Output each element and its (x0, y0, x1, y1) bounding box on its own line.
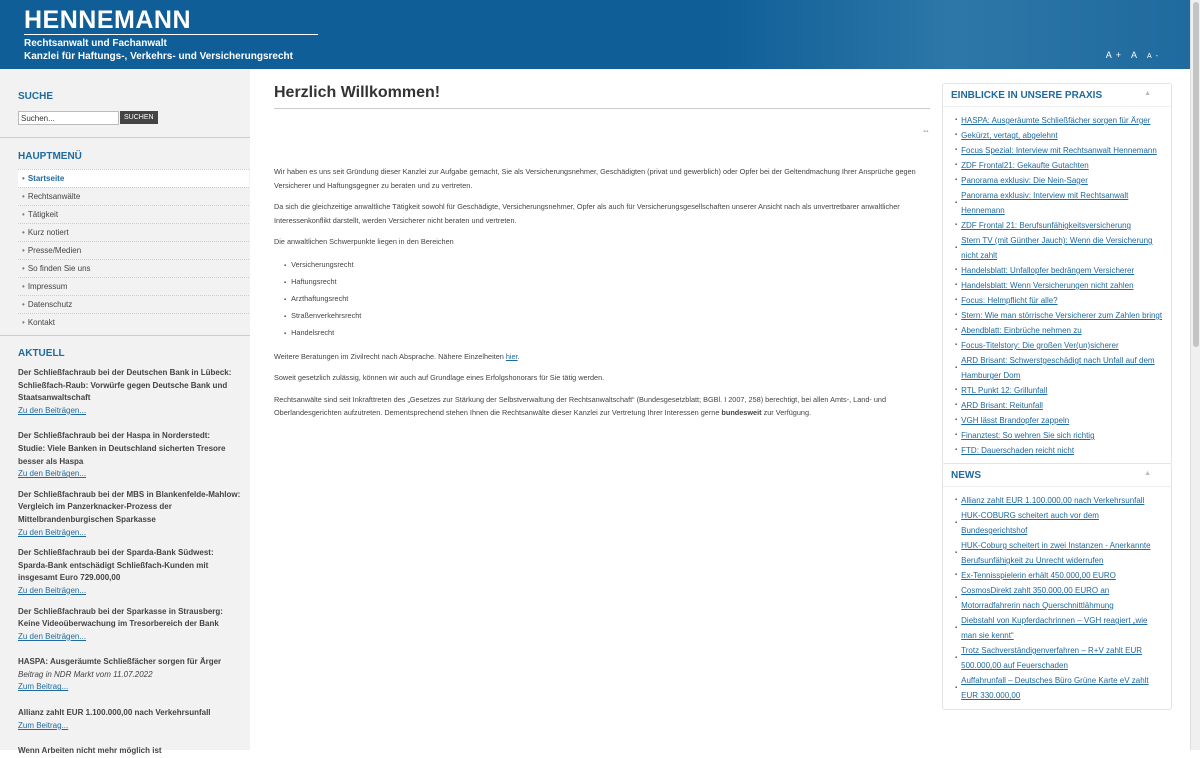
praxis-link[interactable]: ▪ Abendblatt: Einbrüche nehmen zu (961, 326, 1082, 335)
collapse-icon[interactable]: ▲ (1144, 90, 1151, 97)
news-title: Der Schließfachraub bei der MBS in Blankenfelde-Mahlow: (18, 489, 241, 499)
list-item (955, 568, 1163, 583)
details-link[interactable]: hier (505, 351, 518, 361)
tagline-2: Kanzlei für Haftungs-, Verkehrs- und Versicherungsrecht (24, 51, 293, 62)
news-body: Studie: Viele Banken in Deutschland sicherten Tresore besser als Haspa (18, 443, 226, 466)
fee-paragraph: Soweit gesetzlich zulässig, können wir auch auf Grundlage eines Erfolgshonorars für Sie tätig werden. (274, 373, 605, 382)
search-input[interactable] (18, 111, 119, 125)
further-advice-paragraph (274, 350, 930, 364)
list-item (955, 158, 1163, 173)
search-heading: SUCHE (18, 91, 54, 102)
news-link[interactable]: ▪ Diebstahl von Kupferdachrinnen – VGH reagiert „wie man sie kennt“ (961, 616, 1148, 640)
news-body: Vergleich im Panzerknacker-Prozess der Mittelbrandenburgischen Sparkasse (18, 502, 172, 524)
focus-areas-intro: Die anwaltlichen Schwerpunkte liegen in den Bereichen (274, 237, 454, 246)
site-header (0, 0, 1190, 69)
logo-divider (24, 34, 318, 35)
praxis-link[interactable]: ▪ Stern TV (mit Günther Jauch): Wenn die Versicherung nicht zahlt (961, 236, 1153, 260)
page-title: Herzlich Willkommen! (274, 84, 930, 109)
news-title: Der Schließfachraub bei der Deutschen Bank in Lübeck: (18, 368, 232, 377)
font-size-controls (1106, 50, 1162, 60)
praxis-link[interactable]: ▪ Focus: Helmpflicht für alle? (961, 296, 1058, 305)
praxis-link[interactable]: ▪ ARD Brisant: Reitunfall (961, 401, 1043, 410)
intro-paragraph: Wir haben es uns seit Gründung dieser Kanzlei zur Aufgabe gemacht, Sie als Versicherungsnehmer, Geschädigten (privat und gewerblich) oder Opfer bei der Geltendmachung Ihrer Ansprüche gegen Versicherer und Haftungsgegner zu beraten und zu vertreten. (274, 167, 916, 190)
text: Weitere Beratungen im Zivilrecht nach Absprache. Nähere Einzelheiten (274, 351, 506, 361)
news-link[interactable]: Zum Beitrag... (18, 682, 69, 692)
tagline-1: Rechtsanwalt und Fachanwalt (24, 38, 167, 49)
praxis-box (942, 83, 1172, 465)
news-item (18, 547, 243, 597)
news-link[interactable]: ▪ Ex-Tennisspielerin erhält 450.000,00 EURO (961, 571, 1116, 580)
news-body: Sparda-Bank entschädigt Schließfach-Kunden mit insgesamt Euro 729.000,00 (18, 560, 209, 583)
news-item (18, 707, 243, 732)
praxis-link[interactable]: ▪ Focus Spezial: Interview mit Rechtsanwalt Hennemann (961, 146, 1157, 155)
news-title: Allianz zahlt EUR 1.100.000,00 nach Verkehrsunfall (18, 708, 211, 718)
list-item (955, 583, 1163, 613)
praxis-link[interactable]: ▪ Panorama exklusiv: Die Nein-Sager (961, 176, 1088, 185)
news-link[interactable]: Zu den Beiträgen... (18, 527, 87, 537)
news-title: Der Schließfachraub bei der Sparda-Bank Südwest: (18, 548, 214, 558)
text: . (517, 351, 520, 361)
news-item (18, 745, 243, 758)
news-link[interactable]: ▪ CosmosDirekt zahlt 350.000,00 EURO an Motorradfahrerin nach Querschnittlähmung (961, 586, 1114, 610)
text: Rechtsanwälte sind seit Inkrafttreten des „Gesetzes zur Stärkung der Selbstverwaltung der Rechtsanwaltschaft“ (Bundesgesetzblatt; BGBl. I 2007, 258) berechtigt, bei allen Amts-, Land- und Oberlandesgerichten aufzutreten. Dementsprechend stehen Ihnen die Rechtsanwälte dieser Kanzlei zur Vertretung Ihrer Interessen gerne (274, 394, 887, 417)
text: zur Verfügung. (761, 408, 812, 417)
search-form (18, 111, 250, 125)
news-item (18, 489, 243, 539)
praxis-link[interactable]: ▪ Stern: Wie man störrische Versicherer zum Zahlen bringt (961, 311, 1163, 320)
praxis-box-header (943, 84, 1171, 107)
news-link[interactable]: ▪ Allianz zahlt EUR 1.100.000,00 nach Verkehrsunfall (961, 496, 1145, 505)
news-heading: NEWS (951, 470, 981, 481)
news-link[interactable]: ▪ Auffahrunfall – Deutsches Büro Grüne Karte eV zahlt EUR 330.000,00 (961, 676, 1149, 700)
list-item (955, 293, 1163, 308)
site-logo[interactable]: HENNEMANN (24, 6, 191, 34)
news-note: Beitrag in NDR Markt vom 11.07.2022 (18, 669, 153, 679)
list-item (955, 263, 1163, 278)
news-link[interactable]: ▪ HUK-COBURG scheitert auch vor dem Bundesgerichtshof (961, 511, 1099, 535)
list-item (955, 323, 1163, 338)
font-reset-button[interactable]: A (1130, 50, 1141, 60)
divider (0, 137, 250, 138)
list-item (955, 613, 1163, 643)
praxis-link[interactable]: ▪ RTL Punkt 12: Grillunfall (961, 386, 1048, 395)
menu-item-rechtsanwaelte[interactable]: • Rechtsanwälte (18, 187, 249, 205)
list-item: ▪ Versicherungsrecht (284, 257, 930, 274)
main-menu (18, 169, 249, 331)
list-item (955, 233, 1163, 263)
praxis-link[interactable]: ▪ ARD Brisant: Schwerstgeschädigt nach Unfall auf dem Hamburger Dom (961, 356, 1155, 380)
aktuell-heading: AKTUELL (18, 348, 65, 359)
list-item (955, 218, 1163, 233)
news-item (18, 656, 243, 694)
news-list (943, 487, 1171, 709)
list-item (955, 338, 1163, 353)
praxis-link[interactable]: ▪ ZDF Frontal21: Gekaufte Gutachten (961, 161, 1089, 170)
main-content (274, 84, 930, 420)
font-increase-button[interactable]: A+ (1105, 50, 1125, 60)
news-title: Der Schließfachraub bei der Sparkasse in Strausberg: (18, 606, 223, 616)
news-body: Schließfach-Raub: Vorwürfe gegen Deutsche Bank und Staatsanwaltschaft (18, 380, 228, 403)
courts-paragraph (274, 393, 930, 420)
list-item (955, 128, 1163, 143)
collapse-icon[interactable]: ▲ (1144, 470, 1151, 477)
print-icon[interactable]: ⇔ (922, 126, 930, 135)
menu-item-datenschutz[interactable]: • Datenschutz (18, 295, 249, 313)
news-link[interactable]: Zu den Beiträgen... (18, 469, 87, 479)
news-link[interactable]: Zum Beitrag... (18, 720, 69, 730)
menu-item-startseite[interactable]: • Startseite (18, 169, 249, 187)
scrollbar-thumb[interactable] (1193, 2, 1199, 347)
list-item (955, 308, 1163, 323)
praxis-link[interactable]: ▪ Gekürzt, vertagt, abgelehnt (961, 131, 1058, 140)
list-item: ▪ Arzthaftungsrecht (284, 291, 930, 308)
news-item (18, 367, 243, 417)
praxis-link[interactable]: ▪ Panorama exklusiv: Interview mit Rechtsanwalt Hennemann (961, 191, 1129, 215)
list-item: ▪ Handelsrecht (284, 325, 930, 342)
list-item (955, 278, 1163, 293)
praxis-list (943, 107, 1171, 464)
list-item (955, 643, 1163, 673)
news-link[interactable]: ▪ HUK-Coburg scheitert in zwei Instanzen - Anerkannte Berufsunfähigkeit zu Unrecht widerrufen (961, 541, 1151, 565)
menu-item-kontakt[interactable]: • Kontakt (18, 313, 249, 331)
news-item (18, 430, 243, 480)
list-item (955, 413, 1163, 428)
list-item (955, 493, 1163, 508)
news-title: HASPA: Ausgeräumte Schließfächer sorgen für Ärger (18, 657, 222, 667)
news-title: Der Schließfachraub bei der Haspa in Norderstedt: (18, 431, 211, 441)
menu-item-presse-medien[interactable]: • Presse/Medien (18, 241, 249, 259)
list-item (955, 508, 1163, 538)
search-button[interactable]: SUCHEN (120, 111, 158, 124)
list-item (955, 538, 1163, 568)
page-scrollbar[interactable] (1190, 0, 1200, 750)
news-box (942, 463, 1172, 710)
divider (0, 335, 250, 336)
news-link[interactable]: ▪ Trotz Sachverständigenverfahren – R+V zahlt EUR 500.000,00 auf Feuerschaden (961, 646, 1143, 670)
list-item (955, 443, 1163, 458)
praxis-link[interactable]: ▪ Finanztest: So wehren Sie sich richtig (961, 431, 1095, 440)
news-link[interactable]: Zu den Beiträgen... (18, 405, 87, 415)
menu-item-kurz-notiert[interactable]: • Kurz notiert (18, 223, 249, 241)
news-link[interactable]: Zu den Beiträgen... (18, 631, 87, 641)
praxis-link[interactable]: ▪ Handelsblatt: Unfallopfer bedrängem Versicherer (961, 266, 1135, 275)
news-body: Keine Videoüberwachung im Tresorbereich der Bank (18, 619, 219, 629)
praxis-heading: EINBLICKE IN UNSERE PRAXIS (951, 90, 1103, 101)
praxis-link[interactable]: ▪ VGH lässt Brandopfer zappeln (961, 416, 1070, 425)
list-item: ▪ Straßenverkehrsrecht (284, 308, 930, 325)
news-title: Wenn Arbeiten nicht mehr möglich ist (18, 746, 162, 756)
list-item (955, 398, 1163, 413)
list-item (955, 428, 1163, 443)
praxis-link[interactable]: ▪ HASPA: Ausgeräumte Schließfächer sorgen für Ärger (961, 116, 1151, 125)
list-item: ▪ Haftungsrecht (284, 274, 930, 291)
main-menu-heading: HAUPTMENÜ (18, 151, 82, 162)
list-item (955, 113, 1163, 128)
list-item (955, 353, 1163, 383)
font-decrease-button[interactable]: A- (1147, 53, 1162, 60)
list-item (955, 383, 1163, 398)
news-item (18, 606, 243, 644)
conflict-paragraph: Da sich die gleichzeitige anwaltliche Tätigkeit sowohl für Geschädigte, Versicherungsnehmer, Opfer als auch für Versicherungsgesellschaften unserer Ansicht nach als unvertretbarer anwaltlicher Interessenkonflikt darstellt, werden Versicherer nicht beraten und vertreten. (274, 202, 900, 225)
focus-areas-list (284, 257, 930, 342)
menu-item-taetigkeit[interactable]: • Tätigkeit (18, 205, 249, 223)
praxis-link[interactable]: ▪ FTD: Dauerschaden reicht nicht (961, 446, 1075, 455)
praxis-link[interactable]: ▪ ZDF Frontal 21: Berufsunfähigkeitsversicherung (961, 221, 1131, 230)
list-item (955, 173, 1163, 188)
list-item (955, 188, 1163, 218)
text-bold: bundesweit (721, 408, 762, 417)
news-link[interactable]: Zu den Beiträgen... (18, 585, 87, 595)
left-sidebar (0, 69, 250, 756)
news-box-header (943, 464, 1171, 487)
list-item (955, 143, 1163, 158)
praxis-link[interactable]: ▪ Handelsblatt: Wenn Versicherungen nicht zahlen (961, 281, 1134, 290)
menu-item-so-finden-sie-uns[interactable]: • So finden Sie uns (18, 259, 249, 277)
menu-item-impressum[interactable]: • Impressum (18, 277, 249, 295)
list-item (955, 673, 1163, 703)
praxis-link[interactable]: ▪ Focus-Titelstory: Die großen Ver(un)sicherer (961, 341, 1119, 350)
